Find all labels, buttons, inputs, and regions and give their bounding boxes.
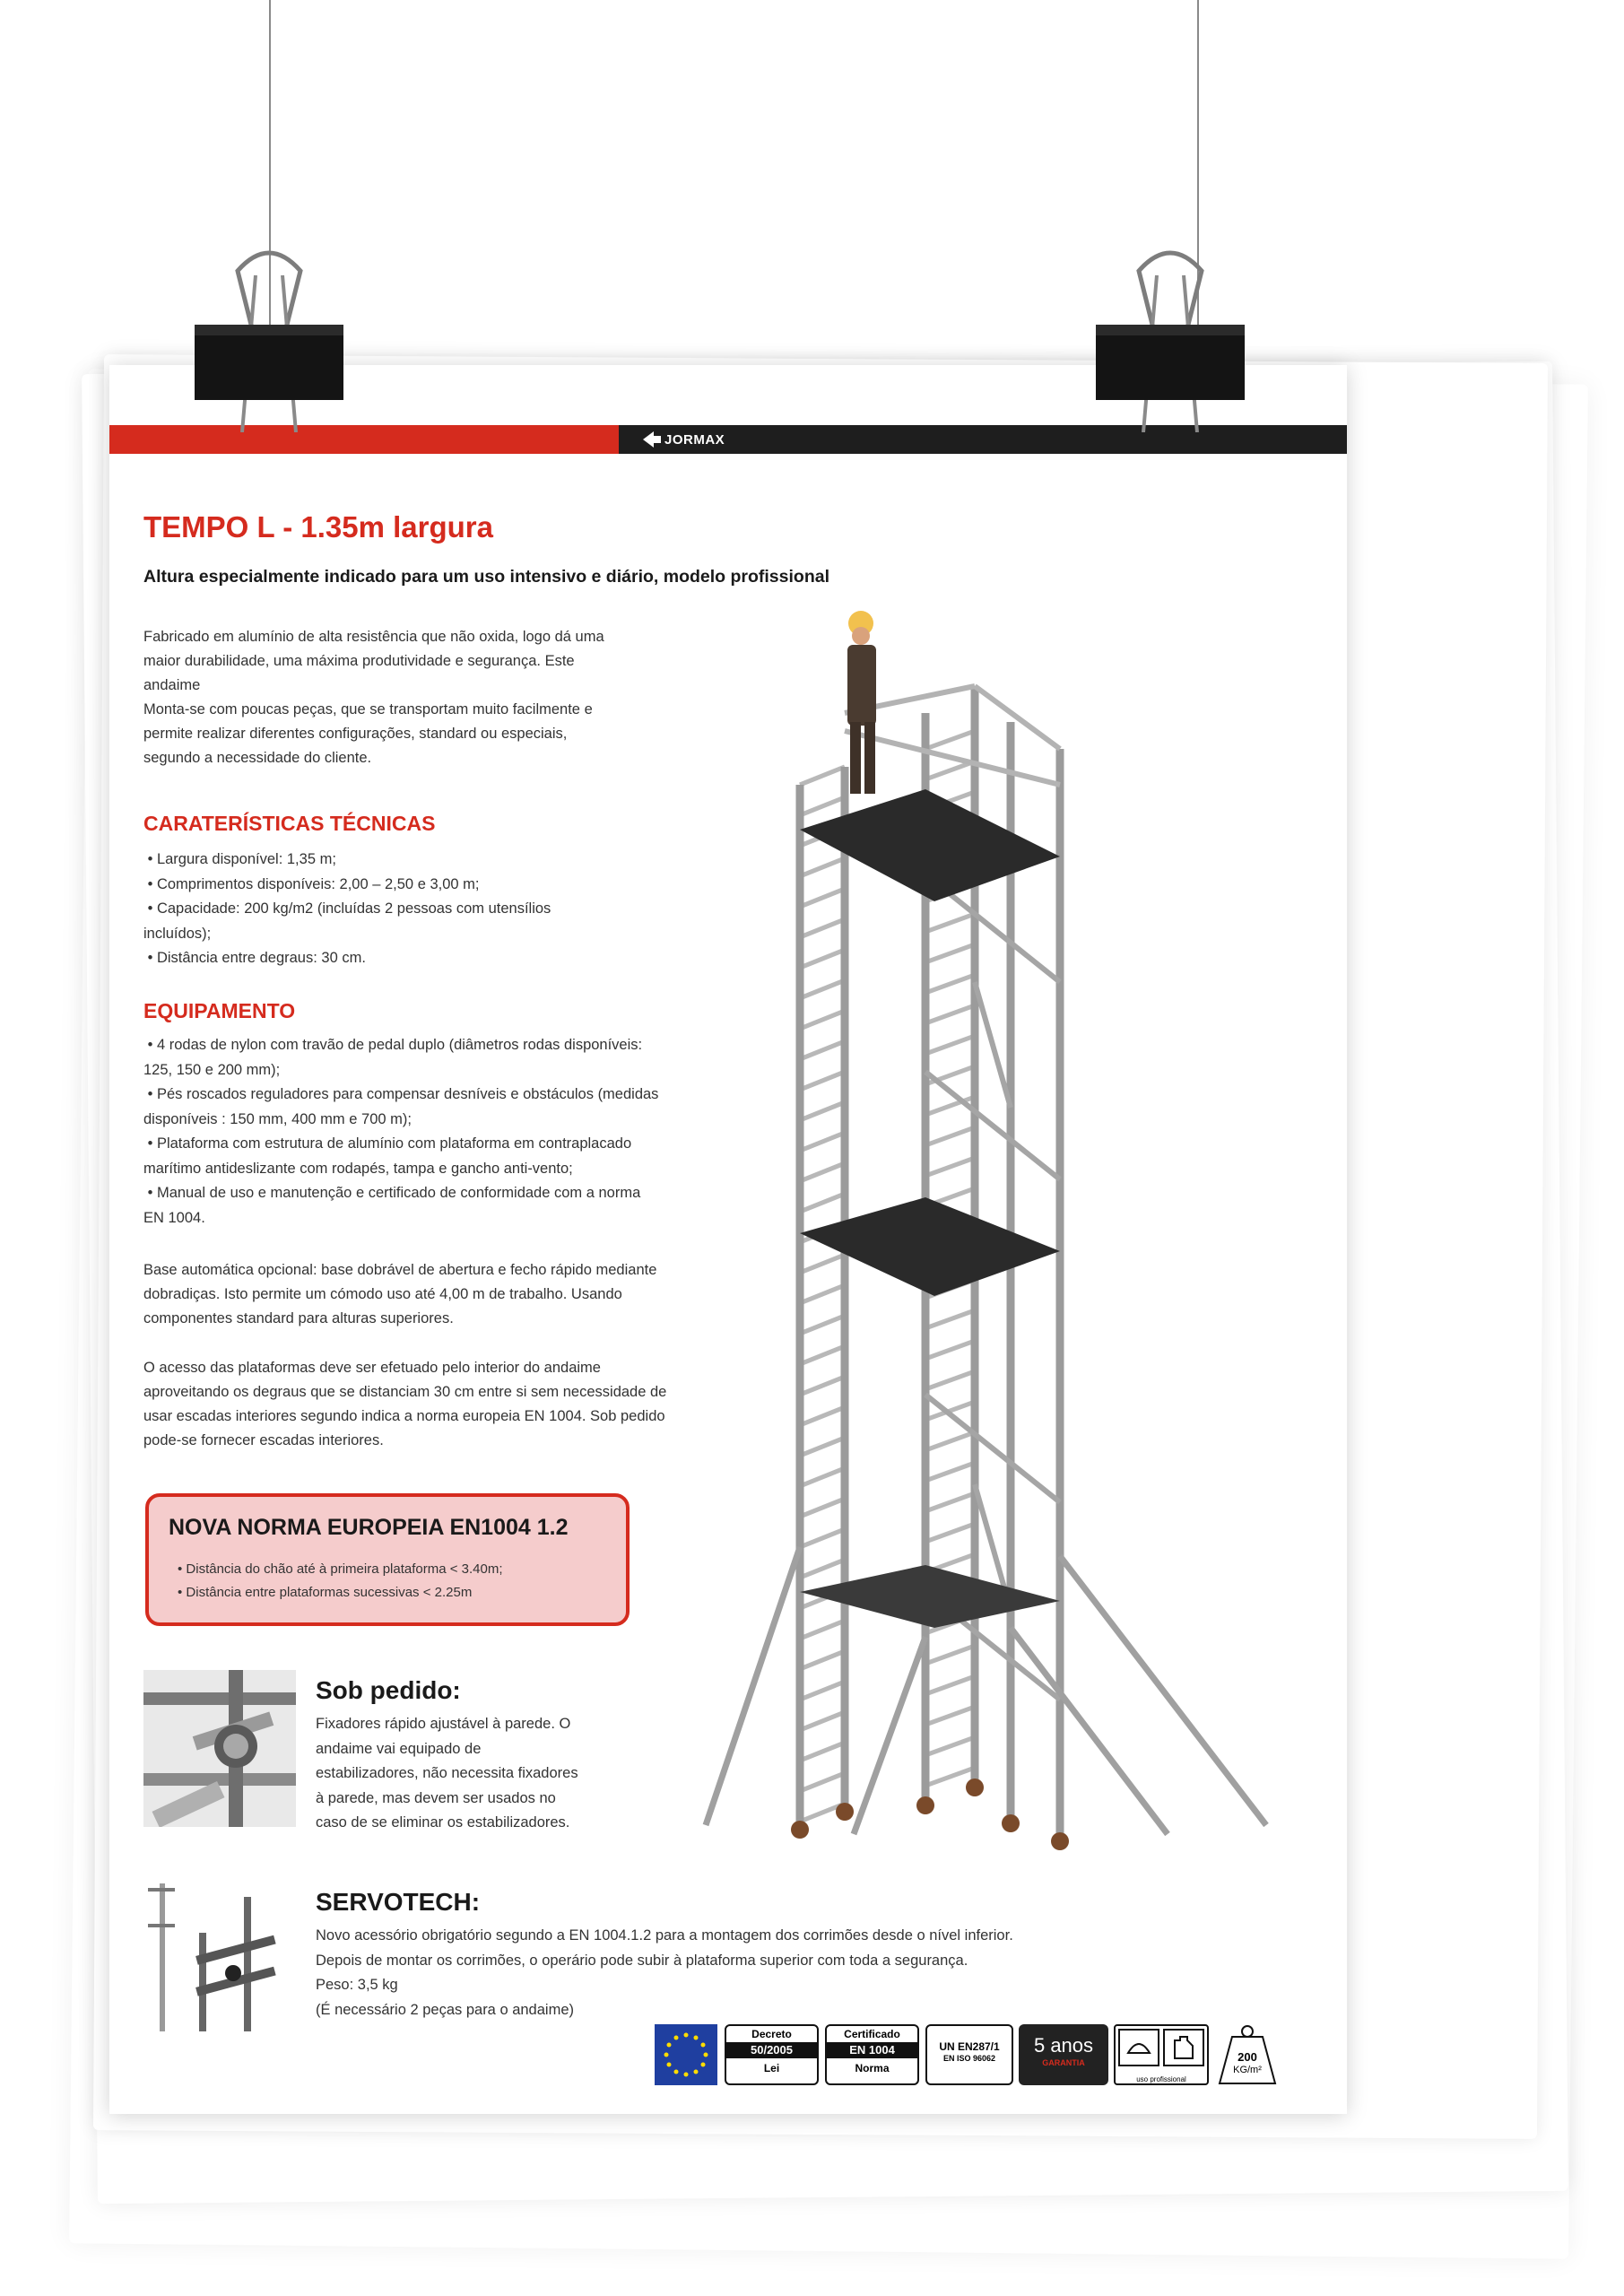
list-item: • Distância entre degraus: 30 cm. [143,950,366,966]
flyer-sheet [109,365,1347,2114]
scaffold-rung [925,1371,975,1389]
base-line: componentes standard para alturas superiores. [143,1310,454,1326]
access-line: aproveitando os degraus que se distanciam 30 cm entre si sem necessidade de [143,1384,667,1400]
product-title: TEMPO L - 1.35m largura [143,510,494,544]
list-item: • Plataforma com estrutura de alumínio com plataforma em contraplacado [143,1135,632,1152]
access-paragraph [143,1356,771,1453]
certificado-top: Certificado [844,2028,900,2040]
scaffold-rung [800,1194,845,1212]
load-capacity-badge [1216,2024,1279,2087]
scaffold-rung [925,914,975,932]
scaffold-rung [925,1341,975,1359]
equipment-heading: EQUIPAMENTO [143,999,296,1022]
scaffold-rung [800,1041,845,1059]
intro-paragraph [143,625,717,770]
notice-item: • Distância do chão até à primeira plataforma < 3.40m; [178,1561,503,1577]
decreto-bot: Lei [763,2062,780,2074]
scaffold-rung [800,1377,845,1395]
specs-list [143,848,551,971]
base-paragraph [143,1258,771,1331]
decreto-badge [725,2024,819,2085]
scaffold-rung [800,797,845,815]
scaffold-rung [800,1407,845,1425]
sob-pedido-line: estabilizadores, não necessita fixadores [316,1765,578,1781]
servotech-line: (É necessário 2 peças para o andaime) [316,2001,574,2018]
scaffold-rung [800,1560,845,1578]
servotech-heading: SERVOTECH: [316,1888,481,1916]
list-item: • Pés roscados reguladores para compensar desníveis e obstáculos (medidas [143,1086,659,1102]
scaffold-rung [800,1163,845,1181]
access-line: pode-se fornecer escadas interiores. [143,1432,384,1448]
list-item: incluídos); [143,925,212,942]
scaffold-rung [925,1310,975,1328]
scaffold-rung [800,1743,845,1761]
scaffold-rung [800,1682,845,1700]
list-item: • Manual de uso e manutenção e certificado de conformidade com a norma [143,1185,641,1201]
eu-flag-icon [655,2024,717,2085]
list-item: • Comprimentos disponíveis: 2,00 – 2,50 e 3,00 m; [143,875,480,892]
scaffold-rung [800,1712,845,1730]
scaffold-rung [800,1316,845,1334]
header-bar-red [109,425,619,454]
norm-notice-box [145,1493,630,1626]
scaffold-rung [800,1255,845,1273]
intro-line: maior durabilidade, uma máxima produtividade e segurança. Este [143,653,575,669]
scaffold-rung [800,919,845,937]
scaffold-rung [800,1651,845,1669]
uso-label: uso profissional [1136,2075,1186,2083]
scaffold-rung [800,1285,845,1303]
jormax-logo [643,429,725,450]
scaffold-rung [925,1005,975,1023]
scaffold-rung [800,1499,845,1517]
intro-line: segundo a necessidade do cliente. [143,750,372,766]
scaffold-rung [925,1493,975,1511]
sob-pedido-line: Fixadores rápido ajustável à parede. O [316,1716,571,1732]
notice-item: • Distância entre plataformas sucessivas < 2.25m [178,1585,473,1600]
scaffold-rung [800,1468,845,1486]
equipment-list [143,1033,658,1231]
garantia-big: 5 anos [1033,2034,1094,2057]
uso-profissional-badge [1114,2024,1209,2085]
scaffold-rung [800,1133,845,1151]
sob-pedido-line: andaime vai equipado de [316,1740,482,1757]
intro-line: Monta-se com poucas peças, que se transportam muito facilmente e [143,701,593,718]
scaffold-rung [800,1529,845,1547]
base-line: dobradiças. Isto permite um cómodo uso até 4,00 m de trabalho. Usando [143,1286,622,1302]
garantia-small: GARANTIA [1042,2058,1085,2067]
scaffold-rung [925,944,975,962]
certification-badges [655,2024,1345,2089]
binder-clip-left-icon [193,235,345,432]
scaffold-rung [800,1072,845,1090]
intro-line: Fabricado em alumínio de alta resistência que não oxida, logo dá uma [143,629,604,645]
servotech-image [143,1879,278,2036]
scaffold-rung [800,980,845,998]
base-line: Base automática opcional: base dobrável de abertura e fecho rápido mediante [143,1262,657,1278]
scaffold-rung [925,1432,975,1450]
scaffold-rung [925,975,975,993]
sob-pedido-text [316,1712,578,1836]
logo-text: JORMAX [664,431,725,448]
scaffold-tower-image [701,605,1275,1879]
certificado-badge [825,2024,919,2085]
list-item: 125, 150 e 200 mm); [143,1061,281,1078]
scaffold-rung [800,1102,845,1120]
intro-line: permite realizar diferentes configurações, standard ou especiais, [143,726,568,742]
helmet-glove-icon [1116,2026,1207,2069]
scaffold-rung [800,1438,845,1456]
load-value: 200 [1238,2050,1257,2064]
scaffold-rung [925,1463,975,1481]
list-item: EN 1004. [143,1209,205,1226]
scaffold-rung [925,1646,975,1664]
scaffold-rung [925,1524,975,1542]
intro-line: andaime [143,677,201,693]
product-subtitle: Altura especialmente indicado para um uso intensivo e diário, modelo profissional [143,567,830,587]
list-item: disponíveis : 150 mm, 400 mm e 700 m); [143,1110,412,1127]
certificado-bot: Norma [855,2062,890,2074]
sob-pedido-heading: Sob pedido: [316,1676,461,1704]
list-item: • 4 rodas de nylon com travão de pedal duplo (diâmetros rodas disponíveis: [143,1037,643,1053]
binder-clip-right-icon [1094,235,1246,432]
un-line-1: UN EN287/1 [939,2040,1000,2053]
list-item: marítimo antideslizante com rodapés, tampa e gancho anti-vento; [143,1160,573,1177]
certificado-mid: EN 1004 [827,2042,917,2058]
scaffold-rung [925,1707,975,1725]
scaffold-rung [925,731,975,749]
scaffold-rung [925,1676,975,1694]
decreto-mid: 50/2005 [726,2042,817,2058]
servotech-line: Novo acessório obrigatório segundo a EN 1004.1.2 para a montagem dos corrimões desde o nível inferior. [316,1927,1013,1944]
load-unit: KG/m² [1233,2065,1262,2075]
sob-pedido-line: caso de se eliminar os estabilizadores. [316,1814,570,1831]
scaffold-rung [925,1737,975,1755]
wall-fixer-image [143,1670,296,1827]
scaffold-rung [925,1127,975,1145]
scaffold-rung [800,1011,845,1029]
access-line: usar escadas interiores segundo indica a norma europeia EN 1004. Sob pedido [143,1408,665,1424]
scaffold-rung [800,1773,845,1791]
scaffold-rung [800,1346,845,1364]
scaffold-rung [800,767,845,785]
sob-pedido-line: à parede, mas devem ser usados no [316,1789,556,1806]
scaffold-rung [800,858,845,876]
servotech-text [316,1924,1013,2022]
servotech-line: Peso: 3,5 kg [316,1977,398,1993]
specs-heading: CARATERÍSTICAS TÉCNICAS [143,812,436,835]
scaffold-rung [925,1036,975,1054]
scaffold-rung [925,1158,975,1176]
scaffold-rung [800,1621,845,1639]
scaffold-rung [800,889,845,907]
list-item: • Capacidade: 200 kg/m2 (incluídas 2 pessoas com utensílios [143,900,551,917]
scaffold-rung [800,950,845,968]
garantia-badge [1019,2024,1108,2085]
servotech-line: Depois de montar os corrimões, o operário pode subir à plataforma superior com toda a segurança. [316,1952,968,1969]
un-en-badge [925,2024,1013,2085]
access-line: O acesso das plataformas deve ser efetuado pelo interior do andaime [143,1360,601,1376]
decreto-top: Decreto [751,2028,792,2040]
list-item: • Largura disponível: 1,35 m; [143,851,336,867]
logo-mark-icon [643,431,661,448]
un-line-2: EN ISO 96062 [942,2054,996,2063]
notice-title: NOVA NORMA EUROPEIA EN1004 1.2 [169,1515,569,1540]
